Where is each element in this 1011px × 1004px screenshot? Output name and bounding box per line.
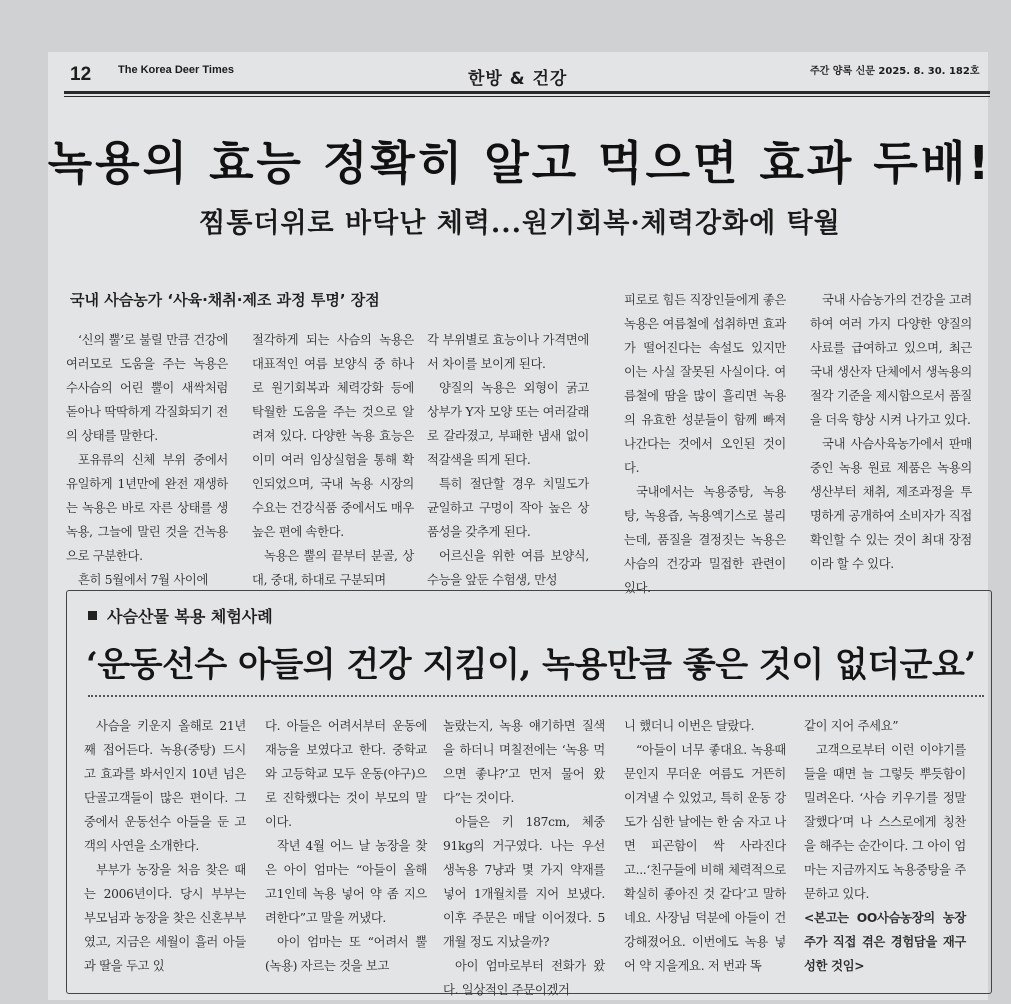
paragraph: 놀랐는지, 녹용 얘기하면 질색을 하더니 며칠전에는 ‘녹용 먹으면 좋냐?’고 먼저 물어 왔다”는 것이다. (443, 719, 605, 805)
box-headline: ‘운동선수 아들의 건강 지킴이, 녹용만큼 좋은 것이 없더군요’ (86, 645, 976, 685)
paragraph: 부부가 농장을 처음 찾은 때는 2006년이다. 당시 부부는 부모님과 농장을 찾은 신혼부부였고, 지금은 세월이 흘러 아들과 딸을 두고 있 (84, 863, 246, 973)
paragraph: 작년 4월 어느 날 농장을 찾은 아이 엄마는 “아들이 올해 고1인데 녹용 넣어 약 좀 지으려한다”고 말을 꺼냈다. (265, 839, 427, 925)
box-column-5 (804, 714, 966, 978)
article-headline: 녹용의 효능 정확히 알고 먹으면 효과 두배! (47, 136, 993, 190)
article-column-1 (66, 328, 228, 592)
paragraph: 같이 지어 주세요” (804, 719, 899, 733)
article-column-2 (252, 328, 414, 592)
paragraph: 아들은 키 187cm, 체중 91kg의 거구였다. 나는 우선 생녹용 7냥과 몇 가지 약재를 넣어 1개월치를 지어 보냈다. 이후 주문은 매달 이어졌다. 5개월 정도 지났을까? (443, 815, 605, 949)
box-label (88, 606, 273, 628)
paragraph: 국내에서는 녹용중탕, 녹용탕, 녹용즙, 녹용엑기스로 불리는데, 품질을 결정짓는 녹용은 사슴의 건강과 밀접한 관련이 있다. (624, 485, 786, 595)
paragraph: “아들이 너무 좋대요. 녹용때문인지 무더운 여름도 거뜬히 이겨낼 수 있었고, 특히 운동 강도가 심한 날에는 한 숨 자고 나면 피곤함이 싹 사라진다고...‘친구들에 비해 체력적으로 확실히 좋아진 것 같다’고 말하네요. 사장님 덕분에 아들이 건강해졌어요. 이번에도 녹용 넣어 약 지을게요. 저 번과 똑 (624, 743, 786, 973)
header-rule (64, 91, 990, 94)
square-bullet-icon (88, 611, 97, 620)
issue-info: 주간 양록 신문 2025. 8. 30. 182호 (810, 66, 980, 77)
masthead: The Korea Deer Times (118, 64, 234, 76)
paragraph: 양질의 녹용은 외형이 굵고 상부가 Y자 모양 또는 여러갈래로 갈라졌고, 부패한 냄새 없이 적갈색을 띄게 된다. (427, 381, 589, 467)
article-column-5 (810, 288, 972, 576)
paragraph: 국내 사슴사육농가에서 판매중인 녹용 원료 제품은 녹용의 생산부터 채취, 제조과정을 투명하게 공개하여 소비자가 직접 확인할 수 있는 것이 최대 장점이라 할 수 있다. (810, 437, 972, 571)
paragraph: 국내 사슴농가의 건강을 고려하여 여러 가지 다양한 양질의 사료를 급여하고 있으며, 최근 국내 생산자 단체에서 생녹용의 절각 기준을 제시함으로서 품질을 더욱 향상 시켜 나가고 있다. (810, 293, 972, 427)
paragraph: 아이 엄마로부터 전화가 왔다. 일상적인 주문이겠거 (443, 959, 605, 997)
article-kicker: 국내 사슴농가 ‘사육·채취·제조 과정 투명’ 장점 (70, 291, 380, 309)
box-column-4 (624, 714, 786, 978)
paragraph: 아이 엄마는 또 “어려서 뿔(녹용) 자르는 것을 보고 (265, 935, 427, 973)
article-column-4 (624, 288, 786, 600)
paragraph: 흔히 5월에서 7월 사이에 (78, 573, 209, 587)
box-column-2 (265, 714, 427, 978)
page-number: 12 (70, 64, 92, 85)
paragraph: 피로로 힘든 직장인들에게 좋은 녹용은 여름철에 섭취하면 효과가 떨어진다는 속설도 있지만 이는 사실 잘못된 사실이다. 여름철에 땀을 많이 흘리면 녹용의 유효한 성분들이 함께 빠져나간다는 것에서 오인된 것이다. (624, 293, 786, 475)
paragraph: 고객으로부터 이런 이야기를 들을 때면 늘 그렇듯 뿌듯함이 밀려온다. ‘사슴 키우기를 정말 잘했다’며 나 스스로에게 칭찬을 해주는 순간이다. 그 아이 엄마는 지금까지도 녹용중탕을 주문하고 있다. (804, 743, 966, 901)
paragraph: 사슴을 키운지 올해로 21년째 접어든다. 녹용(중탕) 드시고 효과를 봐서인지 10년 넘은 단골고객들이 많은 편이다. 그중에서 운동선수 아들을 둔 고객의 사연을 소개한다. (84, 719, 246, 853)
paragraph: 절각하게 되는 사슴의 녹용은 대표적인 여름 보양식 중 하나로 원기회복과 체력강화 등에 탁월한 도움을 주는 것으로 알려져 있다. 다양한 녹용 효능은 이미 여러 임상실험을 통해 확인되었으며, 국내 녹용 시장의 수요는 건강식품 중에서도 매우 높은 편에 속한다. (252, 333, 414, 539)
header-rule-thin (64, 96, 990, 97)
section-title: 한방 & 건강 (468, 69, 568, 89)
paragraph: 특히 절단할 경우 치밀도가 균일하고 구멍이 작아 높은 상품성을 갖추게 된다. (427, 477, 589, 539)
box-column-1 (84, 714, 246, 978)
paragraph: 어르신을 위한 여름 보양식, 수능을 앞둔 수험생, 만성 (427, 549, 589, 587)
paragraph: 다. 아들은 어려서부터 운동에 재능을 보였다고 한다. 중학교와 고등학교 모두 운동(야구)으로 진학했다는 것이 부모의 말이다. (265, 719, 427, 829)
box-column-3 (443, 714, 605, 1002)
paragraph: 각 부위별로 효능이나 가격면에서 차이를 보이게 된다. (427, 333, 589, 371)
dotted-divider (88, 695, 984, 697)
editor-note: <본고는 OO사슴농장의 농장주가 직접 겪은 경험담을 재구성한 것임> (804, 911, 966, 973)
paragraph: 니 했더니 이번은 달랐다. (624, 719, 755, 733)
paragraph: ‘신의 뿔’로 불릴 만큼 건강에 여러모로 도움을 주는 녹용은 수사슴의 어린 뿔이 새싹처럼 돋아나 딱딱하게 각질화되기 전의 상태를 말한다. (66, 333, 228, 443)
paragraph: 녹용은 뿔의 끝부터 분골, 상대, 중대, 하대로 구분되며 (252, 549, 414, 587)
article-subheadline: 찜통더위로 바닥난 체력...원기회복·체력강화에 탁월 (199, 208, 841, 239)
paragraph: 포유류의 신체 부위 중에서 유일하게 1년만에 완전 재생하는 녹용은 바로 자른 상태를 생녹용, 그늘에 말린 것을 건녹용으로 구분한다. (66, 453, 228, 563)
article-column-3 (427, 328, 589, 592)
box-label-text: 사슴산물 복용 체험사례 (107, 607, 273, 626)
